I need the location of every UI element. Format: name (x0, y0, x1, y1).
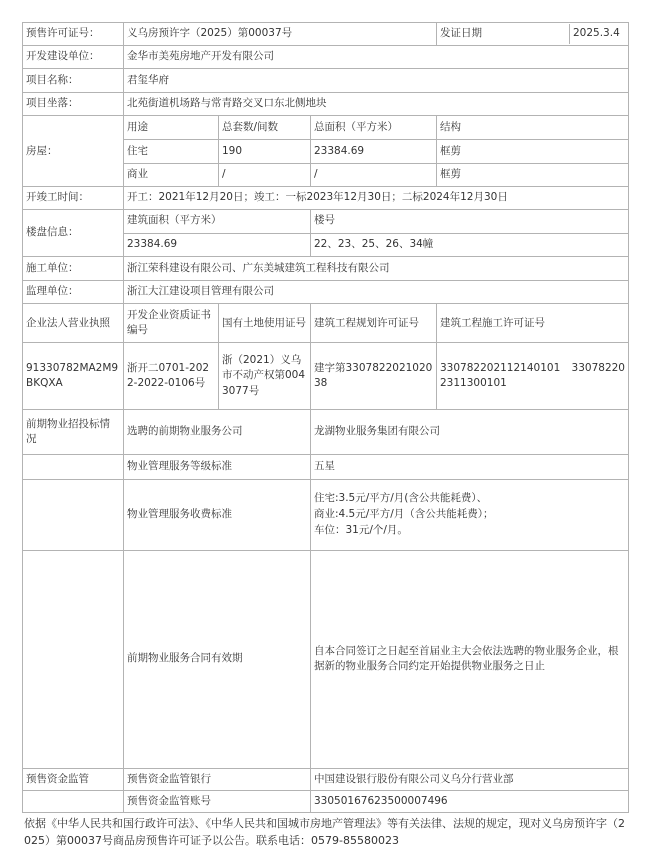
housing-header-units: 总套数/间数 (219, 116, 311, 140)
fund-account-row (23, 791, 629, 813)
project-name-row (23, 69, 629, 93)
building-area-value: 23384.69 (124, 233, 311, 257)
housing-header-use: 用途 (124, 116, 219, 140)
fund-label: 预售资金监管 (23, 768, 124, 791)
contractor-label: 施工单位： (23, 257, 124, 281)
housing-cell: 商业 (124, 163, 219, 187)
building-info-label: 楼盘信息： (23, 209, 124, 256)
property-fee-label: 物业管理服务收费标准 (124, 480, 311, 551)
property-contract-value: 自本合同签订之日起至首届业主大会依法选聘的物业服务企业，根据新的物业服务合同约定开始提供物业服务之日止 (311, 550, 629, 768)
permit-value-land: 浙（2021）义乌市不动产权第0043077号 (219, 343, 311, 410)
permit-value-construction: 330782202112140101 330782202311300101 (437, 343, 629, 410)
permit-header-row (23, 304, 629, 343)
property-contract-label: 前期物业服务合同有效期 (124, 550, 311, 768)
building-area-header: 建筑面积（平方米） (124, 209, 311, 233)
property-fee-row (23, 480, 629, 551)
developer-label: 开发建设单位： (23, 45, 124, 69)
issue-date-value: 2025.3.4 (573, 26, 620, 39)
fee-line-residential: 住宅:3.5元/平方/月(含公共能耗费）、 (314, 492, 488, 505)
housing-header-row (23, 116, 629, 140)
announcement-footer: 依据《中华人民共和国行政许可法》、《中华人民共和国城市房地产管理法》等有关法律、法规的规定，现对义乌房预许字（2025）第00037号商品房预售许可证予以公告。联系电话：0579-85580023 (24, 817, 625, 848)
property-level-label: 物业管理服务等级标准 (124, 455, 311, 480)
issue-date-label: 发证日期 (437, 24, 570, 44)
fee-line-parking: 车位：31元/个/月。 (314, 523, 408, 536)
presale-license-table (22, 22, 629, 813)
fund-bank-row (23, 768, 629, 791)
permit-value-row (23, 343, 629, 410)
housing-cell: 框剪 (437, 140, 629, 164)
building-number-value: 22、23、25、26、34幢 (311, 233, 629, 257)
project-name-label: 项目名称： (23, 69, 124, 93)
developer-value: 金华市美苑房地产开发有限公司 (124, 45, 629, 69)
contractor-row (23, 257, 629, 281)
location-value: 北苑街道机场路与常青路交叉口东北侧地块 (124, 92, 629, 116)
property-company-value: 龙湖物业服务集团有限公司 (311, 410, 629, 455)
permit-header-license: 企业法人营业执照 (23, 304, 124, 343)
property-level-row (23, 455, 629, 480)
permit-value-qualification: 浙开二0701-2022-2022-0106号 (124, 343, 219, 410)
construction-time-value: 开工：2021年12月20日；竣工：一标2023年12月30日；二标2024年12月30日 (124, 187, 629, 210)
fund-account-value: 33050167623500007496 (311, 791, 629, 813)
housing-header-area: 总面积（平方米） (311, 116, 437, 140)
permit-value-license: 91330782MA2M9BKQXA (23, 343, 124, 410)
fund-bank-label: 预售资金监管银行 (124, 768, 311, 791)
location-row (23, 92, 629, 116)
permit-header-land: 国有土地使用证号 (219, 304, 311, 343)
supervisor-row (23, 280, 629, 304)
fund-account-label: 预售资金监管账号 (124, 791, 311, 813)
property-contract-row (23, 550, 629, 768)
license-value: 义乌房预许字（2025）第00037号 (124, 23, 437, 46)
property-fee-value (311, 480, 629, 551)
permit-header-planning: 建筑工程规划许可证号 (311, 304, 437, 343)
contractor-value: 浙江荣科建设有限公司、广东美城建筑工程科技有限公司 (124, 257, 629, 281)
property-label: 前期物业招投标情况 (23, 410, 124, 455)
housing-cell: 190 (219, 140, 311, 164)
building-number-header: 楼号 (311, 209, 629, 233)
fund-bank-value: 中国建设银行股份有限公司义乌分行营业部 (311, 768, 629, 791)
housing-label: 房屋： (23, 116, 124, 187)
permit-header-construction: 建筑工程施工许可证号 (437, 304, 629, 343)
housing-header-structure: 结构 (437, 116, 629, 140)
permit-value-planning: 建字第330782202102038 (311, 343, 437, 410)
construction-time-row (23, 187, 629, 210)
license-label: 预售许可证号： (23, 23, 124, 46)
supervisor-label: 监理单位： (23, 280, 124, 304)
housing-cell: / (219, 163, 311, 187)
building-info-header-row (23, 209, 629, 233)
supervisor-value: 浙江大江建设项目管理有限公司 (124, 280, 629, 304)
property-level-value: 五星 (311, 455, 629, 480)
housing-cell: 框剪 (437, 163, 629, 187)
license-row (23, 23, 629, 46)
permit-header-qualification: 开发企业资质证书编号 (124, 304, 219, 343)
property-company-row (23, 410, 629, 455)
project-name-value: 君玺华府 (124, 69, 629, 93)
location-label: 项目坐落： (23, 92, 124, 116)
property-company-label: 选聘的前期物业服务公司 (124, 410, 311, 455)
housing-cell: 住宅 (124, 140, 219, 164)
housing-cell: / (311, 163, 437, 187)
fee-line-commercial: 商业:4.5元/平方/月（含公共能耗费）； (314, 508, 494, 521)
developer-row (23, 45, 629, 69)
housing-cell: 23384.69 (311, 140, 437, 164)
construction-time-label: 开竣工时间： (23, 187, 124, 210)
